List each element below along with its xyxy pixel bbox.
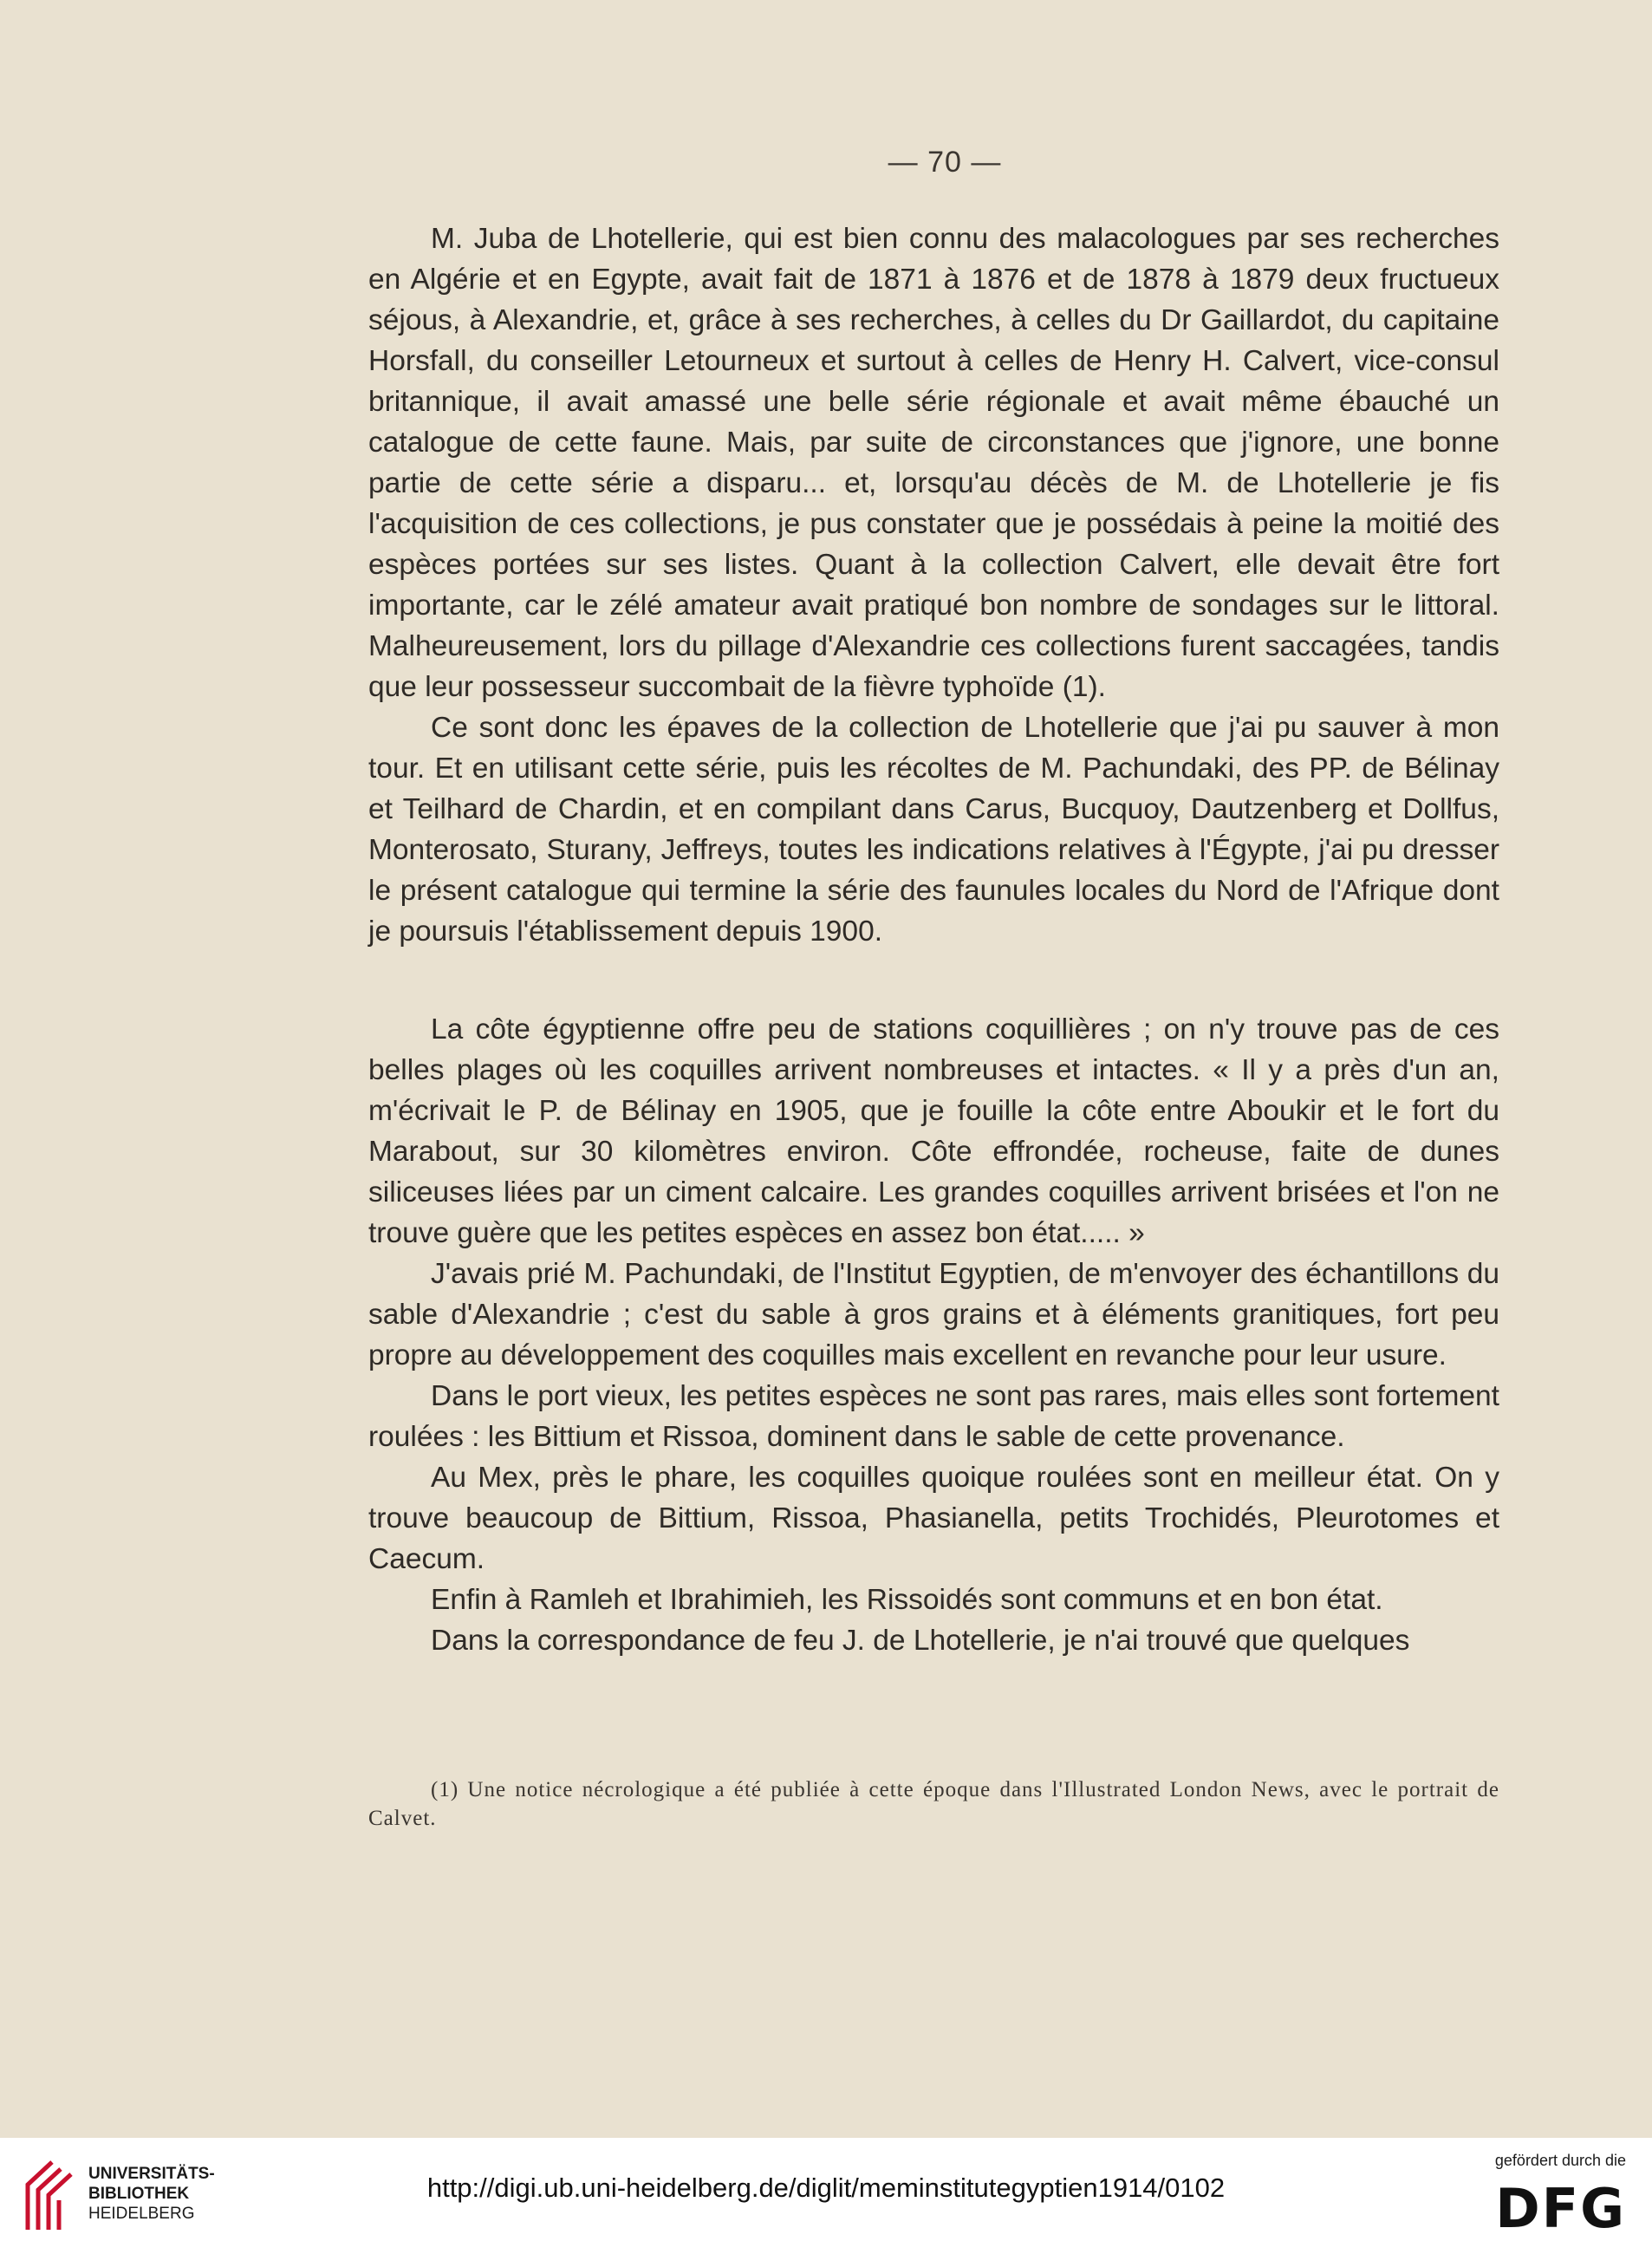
- paragraph: Ce sont donc les épaves de la collection de Lhotellerie que j'ai pu sauver à mon tour. Et en utilisant cette série, puis les récoltes de M. Pachundaki, des PP. de Bélinay et Teilhard de Chardin, et en compilant dans Carus, Bucquoy, Dautzenberg et Dollfus, Monterosato, Sturany, Jeffreys, toutes les indications relatives à l'Égypte, j'ai pu dresser le présent catalogue qui termine la série des faunules locales du Nord de l'Afrique dont je poursuis l'établissement depuis 1900.: [368, 712, 1499, 948]
- text-section-intro: [368, 218, 1499, 952]
- paragraph: J'avais prié M. Pachundaki, de l'Institut Egyptien, de m'envoyer des échantillons du sable d'Alexandrie ; c'est du sable à gros grains et à éléments granitiques, fort peu propre au développement des coquilles mais excellent en revanche pour leur usure.: [368, 1258, 1499, 1371]
- text-section-coast: [368, 1009, 1499, 1661]
- dfg-logo: DFG: [1495, 2177, 1626, 2240]
- funding-notice: [1470, 2152, 1626, 2239]
- paragraph: M. Juba de Lhotellerie, qui est bien connu des malacologues par ses recherches en Algérie et en Egypte, avait fait de 1871 à 1876 et de 1878 à 1879 deux fructueux séjous, à Alexandrie, et, grâce à ses recherches, à celles du Dr Gaillardot, du capitaine Horsfall, du conseiller Letourneux et surtout à celles de Henry H. Calvert, vice-consul britannique, il avait amassé une belle série régionale et avait même ébauché un catalogue de cette faune. Mais, par suite de circonstances que j'ignore, une bonne partie de cette série a disparu... et, lorsqu'au décès de M. de Lhotellerie je fis l'acquisition de ces collections, je pus constater que je possédais à peine la moitié des espèces portées sur ses listes. Quant à la collection Calvert, elle devait être fort importante, car le zélé amateur avait pratiqué bon nombre de sondages sur le littoral. Malheureusement, lors du pillage d'Alexandrie ces collections furent saccagées, tandis que leur possesseur succombait de la fièvre typhoïde (1).: [368, 223, 1499, 703]
- page-number: — 70 —: [888, 146, 1002, 179]
- footnote-text: (1) Une notice nécrologique a été publiée à cette époque dans l'Illustrated London News, avec le portrait de Calvet.: [368, 1778, 1499, 1830]
- permalink-url[interactable]: http://digi.ub.uni-heidelberg.de/diglit/meminstitutegyptien1914/0102: [426, 2173, 1226, 2203]
- paragraph: Dans le port vieux, les petites espèces ne sont pas rares, mais elles sont fortement roulées : les Bittium et Rissoa, dominent dans le sable de cette provenance.: [368, 1380, 1499, 1453]
- paragraph: Au Mex, près le phare, les coquilles quoique roulées sont en meilleur état. On y trouve beaucoup de Bittium, Rissoa, Phasianella, petits Trochidés, Pleurotomes et Caecum.: [368, 1462, 1499, 1575]
- library-name-line: UNIVERSITÄTS-: [88, 2165, 215, 2183]
- paragraph: La côte égyptienne offre peu de stations coquillières ; on n'y trouve pas de ces belles plages où les coquilles arrivent nombreuses et intactes. « Il y a près d'un an, m'écrivait le P. de Bélinay en 1905, que je fouille la côte entre Aboukir et le fort du Marabout, sur 30 kilomètres environ. Côte effrondée, rocheuse, faite de dunes siliceuses liées par un ciment calcaire. Les grandes coquilles arrivent brisées et l'on ne trouve guère que les petites espèces en assez bon état..... »: [368, 1013, 1499, 1249]
- footer-bar: [0, 2138, 1652, 2254]
- library-name-line: BIBLIOTHEK: [88, 2185, 190, 2203]
- paragraph: Dans la correspondance de feu J. de Lhotellerie, je n'ai trouvé que quelques: [431, 1625, 1410, 1657]
- funded-by-label: gefördert durch die: [1494, 2152, 1626, 2169]
- library-name-line: HEIDELBERG: [88, 2205, 195, 2223]
- paragraph: Enfin à Ramleh et Ibrahimieh, les Rissoidés sont communs et en bon état.: [431, 1584, 1383, 1616]
- footnote: [368, 1775, 1499, 1833]
